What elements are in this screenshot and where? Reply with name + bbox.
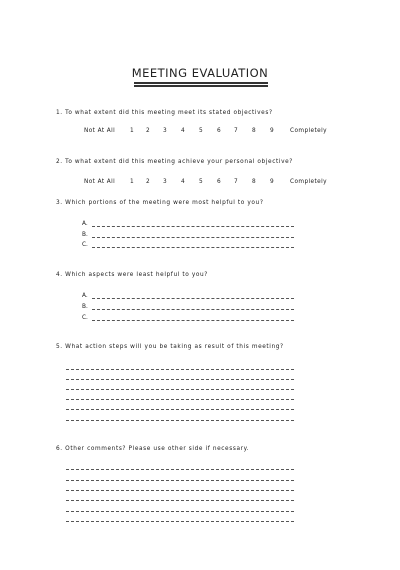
scale-number[interactable]: 8 [252,128,257,134]
scale-number[interactable]: 7 [234,128,239,134]
writing-line[interactable] [66,389,294,390]
question-4: 4. Which aspects were least helpful to you? [56,272,208,278]
writing-line[interactable] [66,500,294,501]
scale-high-label: Completely [290,128,327,134]
answer-line-a[interactable] [82,221,294,229]
answer-line-b[interactable] [82,232,294,240]
question-2: 2. To what extent did this meeting achieve your personal objective? [56,159,293,165]
scale-low-label: Not At All [84,179,116,185]
scale-number[interactable]: 3 [163,179,168,185]
scale-number[interactable]: 4 [181,128,186,134]
answer-line-a[interactable] [82,293,294,301]
page-title: MEETING EVALUATION [131,66,269,80]
scale-number[interactable]: 2 [146,128,151,134]
scale-number[interactable]: 8 [252,179,257,185]
writing-line[interactable] [66,511,294,512]
scale-number[interactable]: 1 [130,128,135,134]
scale-number[interactable]: 6 [217,179,222,185]
blank-line[interactable] [92,320,294,321]
scale-number[interactable]: 9 [270,179,275,185]
option-letter: C. [82,315,88,321]
writing-line[interactable] [66,399,294,400]
scale-number[interactable]: 7 [234,179,239,185]
scale-number[interactable]: 9 [270,128,275,134]
question-3: 3. Which portions of the meeting were most helpful to you? [56,200,264,206]
question-5: 5. What action steps will you be taking as result of this meeting? [56,344,284,350]
scale-number[interactable]: 3 [163,128,168,134]
question-1: 1. To what extent did this meeting meet its stated objectives? [56,110,273,116]
answer-line-c[interactable] [82,315,294,323]
option-letter: A. [82,221,88,227]
title-underline [134,85,268,87]
question-6: 6. Other comments? Please use other side if necessary. [56,446,250,452]
scale-number[interactable]: 5 [199,128,204,134]
blank-line[interactable] [92,247,294,248]
blank-line[interactable] [92,298,294,299]
scale-number[interactable]: 2 [146,179,151,185]
writing-line[interactable] [66,521,294,522]
answer-line-c[interactable] [82,242,294,250]
writing-line[interactable] [66,369,294,370]
scale-number[interactable]: 6 [217,128,222,134]
title-underline [134,82,268,84]
writing-line[interactable] [66,420,294,421]
writing-line[interactable] [66,490,294,491]
option-letter: B. [82,232,88,238]
scale-high-label: Completely [290,179,327,185]
answer-line-b[interactable] [82,304,294,312]
writing-line[interactable] [66,379,294,380]
scale-number[interactable]: 4 [181,179,186,185]
rating-scale-1 [84,128,330,136]
blank-line[interactable] [92,226,294,227]
blank-line[interactable] [92,309,294,310]
scale-number[interactable]: 5 [199,179,204,185]
scale-number[interactable]: 1 [130,179,135,185]
option-letter: B. [82,304,88,310]
option-letter: A. [82,293,88,299]
blank-line[interactable] [92,237,294,238]
writing-line[interactable] [66,409,294,410]
writing-line[interactable] [66,480,294,481]
scale-low-label: Not At All [84,128,116,134]
option-letter: C. [82,242,88,248]
writing-line[interactable] [66,469,294,470]
rating-scale-2 [84,179,330,187]
